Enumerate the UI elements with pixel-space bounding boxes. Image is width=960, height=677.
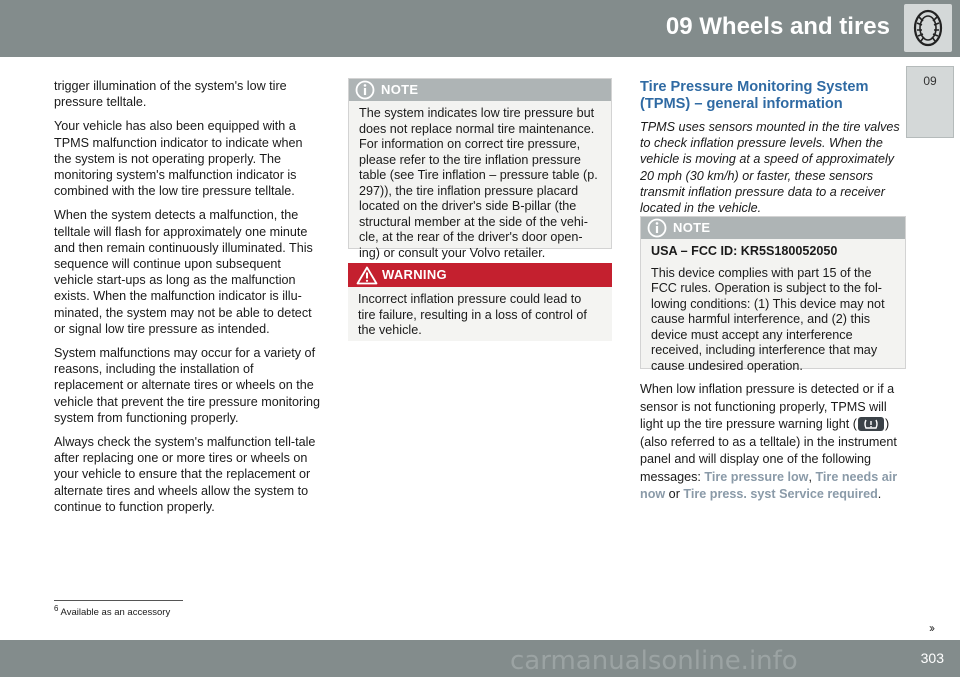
page-footer bbox=[0, 640, 960, 677]
warning-box bbox=[348, 263, 612, 341]
footnote-mark: 6 bbox=[54, 604, 59, 613]
tire-icon bbox=[904, 4, 952, 52]
warning-text: Incorrect inflation pressure could lead to tire failure, resulting in a loss of control of the vehicle. bbox=[358, 292, 587, 337]
fcc-text: This device complies with part 15 of the FCC rules. Operation is subject to the fol-lowing conditions: (1) This device may not cause harmful interference, and (2) this device must accept any interference received, including interference that may cause undesired operation. bbox=[651, 265, 885, 373]
footnote bbox=[54, 604, 170, 618]
message-tire-needs-air-now: Tire needs air now bbox=[640, 469, 898, 501]
warning-header bbox=[348, 263, 612, 287]
info-icon bbox=[354, 80, 376, 105]
tpms-text-2: ) (also referred to as a telltale) in the instrument panel and will display one of the following messages: bbox=[640, 417, 897, 484]
paragraph: trigger illumination of the system's low tire pressure telltale. bbox=[54, 79, 287, 110]
info-icon bbox=[646, 218, 668, 243]
note-label: NOTE bbox=[381, 82, 419, 97]
note-label: NOTE bbox=[673, 220, 711, 235]
fcc-note-box bbox=[640, 216, 906, 373]
paragraph: When the system detects a malfunction, the telltale will flash for approximately one minute and then remain continuously illuminated. This sequence will continue upon subsequent vehicle start-ups as long as the malfunction exists. When the malfunction indicator is illu-minated, the system may not be able to detect or signal low tire pressure as intended. bbox=[54, 208, 313, 336]
side-tab-label: 09 bbox=[923, 74, 937, 88]
chapter-title: 09 Wheels and tires bbox=[665, 13, 890, 40]
tpms-paragraph bbox=[640, 381, 908, 512]
section-intro: TPMS uses sensors mounted in the tire valves to check inflation pressure levels. When the vehicle is moving at a speed of approximately 20 mph (30 km/h) or faster, these sensors transmit inflation pressure data to a receiver located in the vehicle. bbox=[640, 120, 900, 216]
note-header bbox=[349, 79, 611, 101]
fcc-id: USA – FCC ID: KR5S180052050 bbox=[651, 244, 838, 258]
separator: , bbox=[808, 469, 816, 484]
note-box bbox=[348, 78, 612, 260]
page-header bbox=[0, 0, 960, 57]
message-tire-press-syst-service: Tire press. syst Service required bbox=[683, 487, 878, 501]
page-number: 303 bbox=[920, 650, 944, 666]
section-title: Tire Pressure Monitoring System (TPMS) – general information bbox=[640, 79, 869, 112]
footnote-text: Available as an accessory bbox=[60, 607, 171, 619]
paragraph: Always check the system's malfunction tell-tale after replacing one or more tires or wheels on your vehicle to ensure that the replacement or alternate tires and wheels allow the system to continue to function properly. bbox=[54, 435, 316, 514]
watermark: carmanualsonline.info bbox=[510, 646, 798, 676]
note-header bbox=[641, 217, 905, 239]
note-body bbox=[641, 239, 905, 386]
paragraph: System malfunctions may occur for a variety of reasons, including the installation of replacement or alternate tires or wheels on the vehicle that prevent the tire pressure monitoring system from functioning properly. bbox=[54, 346, 321, 425]
separator: or bbox=[665, 487, 684, 501]
period: . bbox=[877, 487, 882, 501]
warning-label: WARNING bbox=[382, 267, 447, 282]
note-text: The system indicates low tire pressure but does not replace normal tire maintenance. For information on correct tire pressure, please refer to the tire inflation pressure table (see Tire inflation – pressure table (p. 297)), the tire inflation pressure placard located on the driver's side B-pillar (the structural member at the side of the vehi-cle, at the rear of the driver's door open-ing) or consult your Volvo retailer. bbox=[359, 106, 598, 260]
tpms-text-1: When low inflation pressure is detected or if a sensor is not functioning properly, TPMS will light up the tire pressure warning light ( bbox=[640, 382, 895, 431]
paragraph: Your vehicle has also been equipped with a TPMS malfunction indicator to indicate when the system is not operating properly. The monitoring system's malfunction indicator is combined with the low tire pressure telltale. bbox=[54, 119, 303, 199]
next-page-arrows-icon[interactable]: ›› bbox=[929, 621, 933, 635]
chapter-side-tab[interactable] bbox=[906, 66, 954, 138]
column-right bbox=[640, 79, 906, 224]
warning-triangle-icon bbox=[356, 266, 378, 290]
message-tire-pressure-low: Tire pressure low bbox=[704, 469, 809, 484]
column-left bbox=[54, 78, 322, 523]
footnote-divider bbox=[54, 600, 183, 601]
tire-pressure-warning-light-icon bbox=[858, 417, 884, 431]
